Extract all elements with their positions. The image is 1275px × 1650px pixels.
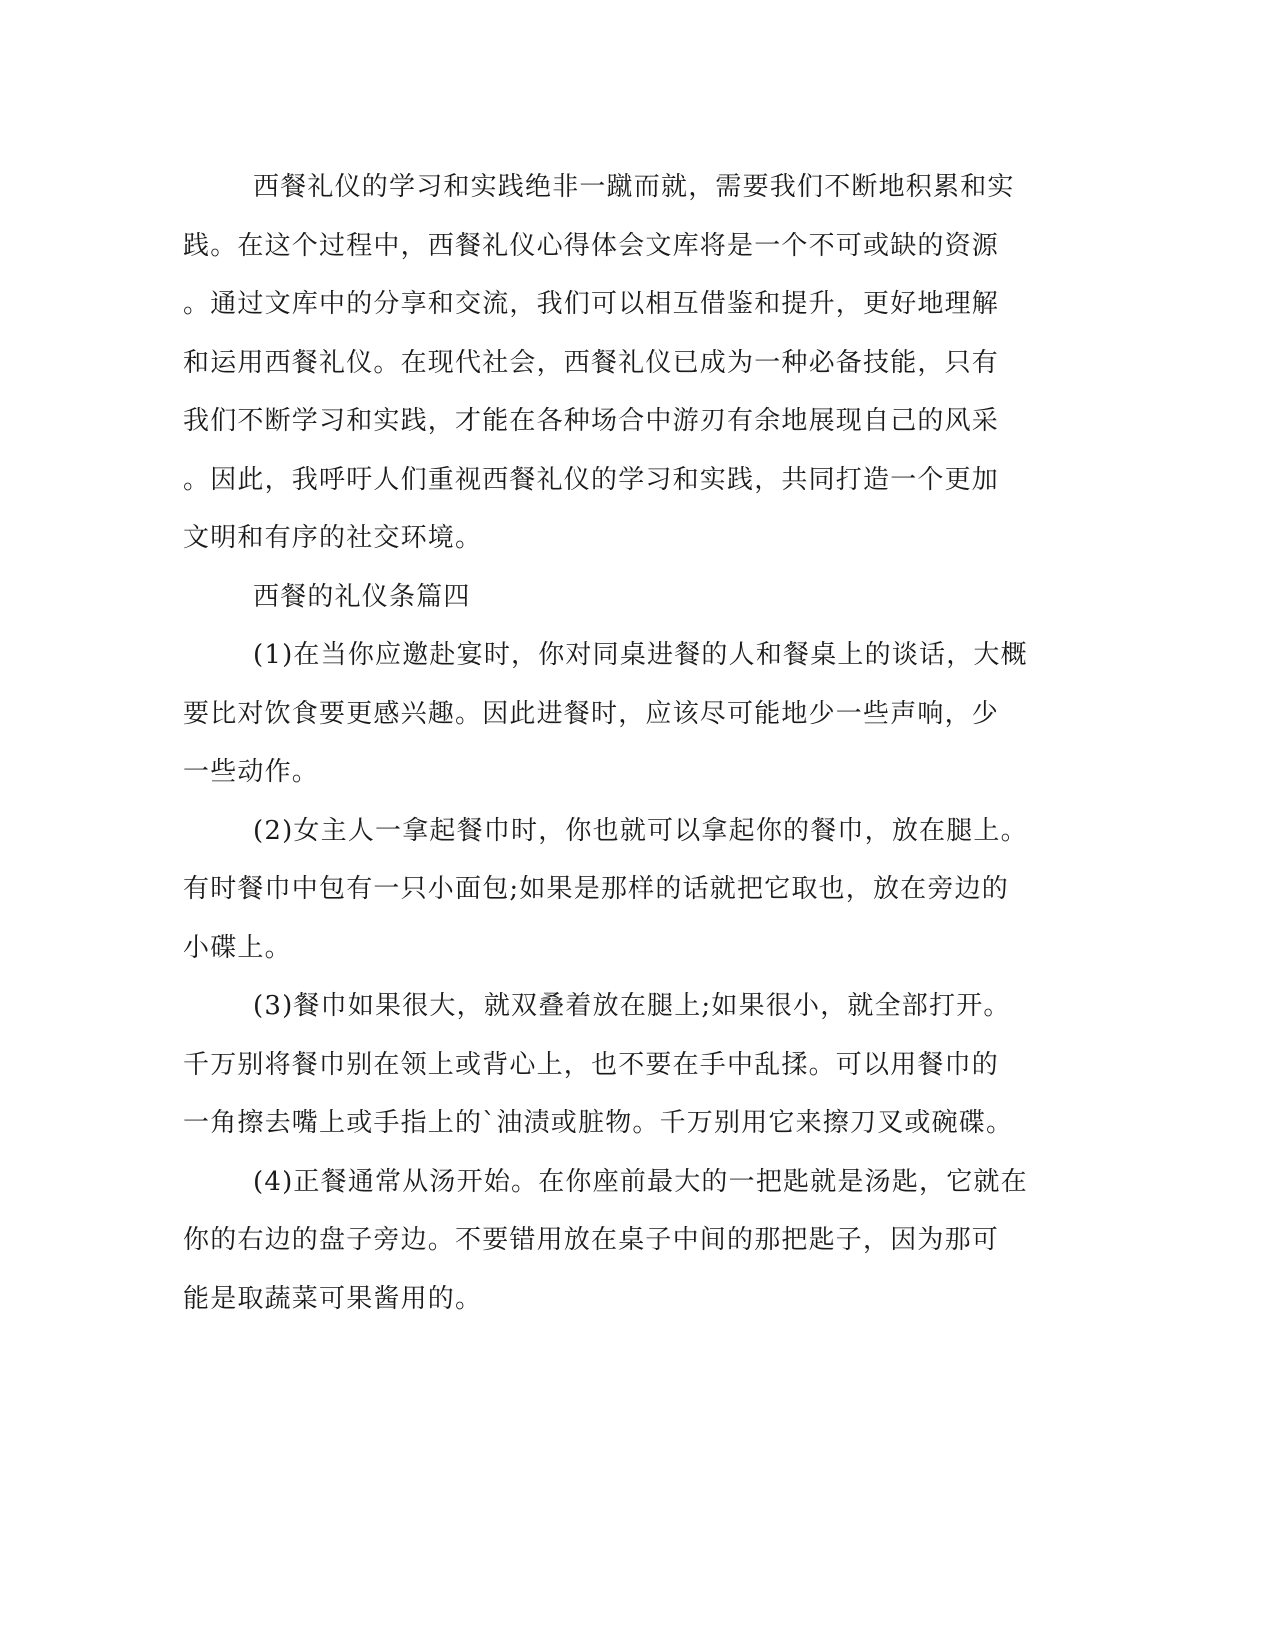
paragraph-line: 。因此，我呼吁人们重视西餐礼仪的学习和实践，共同打造一个更加 xyxy=(183,464,1000,495)
paragraph-line: 一些动作。 xyxy=(183,757,320,787)
paragraph-line: 要比对饮食要更感兴趣。因此进餐时，应该尽可能地少一些声响，少 xyxy=(183,698,1000,729)
paragraph-line: (2)女主人一拿起餐巾时，你也就可以拿起你的餐巾，放在腿上。 xyxy=(253,815,1028,846)
paragraph-line: 千万别将餐巾别在领上或背心上，也不要在手中乱揉。可以用餐巾的 xyxy=(183,1049,1000,1080)
paragraph-line: 能是取蔬菜可果酱用的。 xyxy=(183,1283,483,1314)
paragraph-line: 和运用西餐礼仪。在现代社会，西餐礼仪已成为一种必备技能，只有 xyxy=(183,347,1000,378)
paragraph-line: 小碟上。 xyxy=(183,932,292,963)
section-heading: 西餐的礼仪条篇四 xyxy=(253,581,471,612)
paragraph-line: 我们不断学习和实践，才能在各种场合中游刃有余地展现自己的风采 xyxy=(183,406,1000,436)
paragraph-line: 。通过文库中的分享和交流，我们可以相互借鉴和提升，更好地理解 xyxy=(183,289,1000,319)
paragraph-line: 践。在这个过程中，西餐礼仪心得体会文库将是一个不可或缺的资源 xyxy=(183,230,1000,261)
paragraph-line: 一角擦去嘴上或手指上的`油渍或脏物。千万别用它来擦刀叉或碗碟。 xyxy=(183,1108,1014,1138)
paragraph-line: 你的右边的盘子旁边。不要错用放在桌子中间的那把匙子，因为那可 xyxy=(183,1225,1000,1255)
paragraph-line: (1)在当你应邀赴宴时，你对同桌进餐的人和餐桌上的谈话，大概 xyxy=(253,640,1028,670)
paragraph-line: 文明和有序的社交环境。 xyxy=(183,523,483,553)
paragraph-line: 有时餐巾中包有一只小面包;如果是那样的话就把它取也，放在旁边的 xyxy=(183,874,1009,904)
paragraph-line: (4)正餐通常从汤开始。在你座前最大的一把匙就是汤匙，它就在 xyxy=(253,1166,1028,1197)
paragraph-line: 西餐礼仪的学习和实践绝非一蹴而就，需要我们不断地积累和实 xyxy=(253,172,1015,202)
paragraph-line: (3)餐巾如果很大，就双叠着放在腿上;如果很小，就全部打开。 xyxy=(253,991,1011,1021)
document-body xyxy=(183,158,1063,1328)
